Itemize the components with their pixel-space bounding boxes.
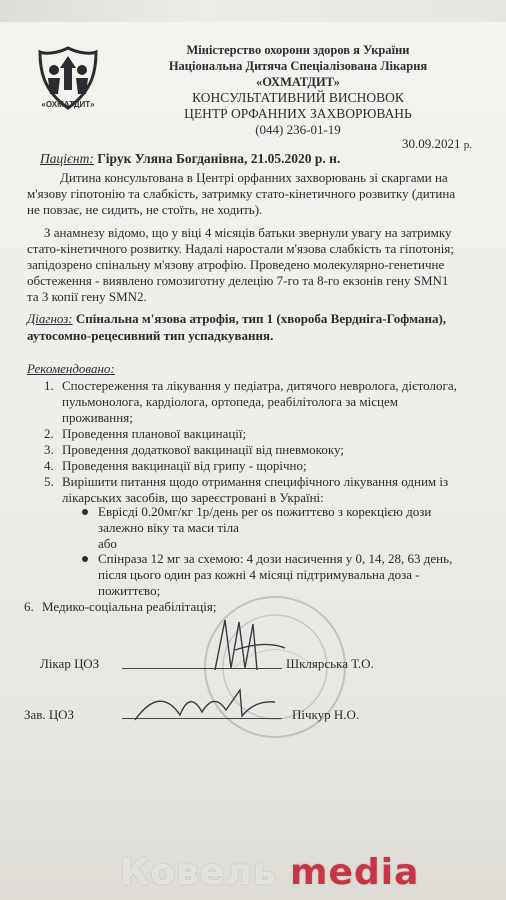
rec-num: 6. [24,599,34,614]
recommendations-label: Рекомендовано: [27,361,115,376]
rec-num: 2. [44,426,54,441]
watermark-part1: Ковель [120,852,277,893]
drug-text: або [98,536,117,551]
rec-item-text: Вирішити питання щодо отримання специфічного лікування одним із [62,474,449,489]
rec-item-text: лікарських засобів, що зареєстровані в Україні: [62,490,324,505]
watermark-part2: media [290,852,420,893]
ministry-line: Міністерство охорони здоров я України [186,43,410,57]
drug-text: пожиттєво; [98,583,161,598]
date-value: 30.09.2021 [402,136,461,151]
diagnosis-line: аутосомно-рецесивний тип успадкування. [27,328,274,343]
drug-text: Еврісді 0.20мг/кг 1р/день per os пожиттєво з корекцією дози [98,504,432,519]
anamnesis-line: та 3 копії гену SMN2. [27,289,147,304]
bullet-icon [82,556,88,562]
anamnesis-line: стато-кінетичного розвитку. Надалі наростали м'язова слабкість та гіпотонія; [27,241,454,256]
top-edge [0,0,506,22]
rec-num: 4. [44,458,54,473]
rec-item-text: проживання; [62,410,133,425]
hospital-line: Національна Дитяча Спеціалізована Лікарня [168,59,428,73]
rec-num: 3. [44,442,54,457]
patient-value: Гірук Уляна Богданівна, 21.05.2020 р. н. [97,151,341,166]
rec-num: 5. [44,474,54,489]
doctor-name: Шклярська Т.О. [286,656,374,671]
drug-text: Спінраза 12 мг за схемою: 4 дози насичення у 0, 14, 28, 63 день, [98,551,453,566]
rec-item-text: Медико-соціальна реабілітація; [42,599,217,614]
hospital-name: «ОХМАТДИТ» [256,75,340,89]
diagnosis-line [27,310,446,327]
center-name: ЦЕНТР ОРФАННИХ ЗАХВОРЮВАНЬ [184,106,412,121]
date-suffix: р. [463,139,472,151]
anamnesis-line: З анамнезу відомо, що у віці 4 місяців батьки звернули увагу на затримку [44,225,452,240]
rec-item-text: Проведення додаткової вакцинації від пневмококу; [62,442,344,457]
rec-item-text: пульмонолога, кардіолога, ортопеда, реабілітолога за місцем [62,394,398,409]
document-title: КОНСУЛЬТАТИВНИЙ ВИСНОВОК [192,90,404,105]
logo-caption: «ОХМАТДИТ» [41,100,95,109]
doctor-label: Лікар ЦОЗ [40,656,100,671]
anamnesis-line: обстеження - виявлено гомозиготну делецію 7-го та 8-го екзонів гену SMN1 [27,273,449,288]
rec-item-text: Проведення вакцинації від грипу - щорічно; [62,458,307,473]
complaints-line: м'язову гіпотонію та слабкість, затримку стато-кінетичного розвитку (дитина [27,186,456,201]
head-label: Зав. ЦОЗ [24,707,75,722]
doctor-signature-icon [205,610,295,680]
drug-text: після цього один раз кожні 4 місяці підтримувальна доза - [98,567,420,582]
diagnosis-label: Діагноз: [27,311,73,326]
rec-item-text: Проведення планової вакцинації; [62,426,247,441]
head-name: Пічкур Н.О. [292,707,360,722]
document-date [402,136,472,152]
rec-item-text: Спостереження та лікування у педіатра, дитячого невролога, дієтолога, [62,378,457,393]
rec-num: 1. [44,378,54,393]
bullet-icon [82,509,88,515]
patient-line [40,150,340,167]
head-signature-icon [130,680,280,730]
watermark-logo [120,852,419,893]
phone-number: (044) 236-01-19 [255,122,341,137]
complaints-line: Дитина консультована в Центрі орфанних захворювань зі скаргами на [60,170,448,185]
diagnosis-text: Спінальна м'язова атрофія, тип 1 (хвороба Верднігa-Гофмана), [75,311,447,326]
patient-label: Пацієнт: [40,151,94,166]
drug-text: залежно віку та маси тіла [98,520,239,535]
anamnesis-line: запідозрено спінальну м'язову атрофію. Проведено молекулярно-генетичне [27,257,445,272]
complaints-line: не повзає, не сидить, не стоїть, не ходить). [27,202,263,217]
